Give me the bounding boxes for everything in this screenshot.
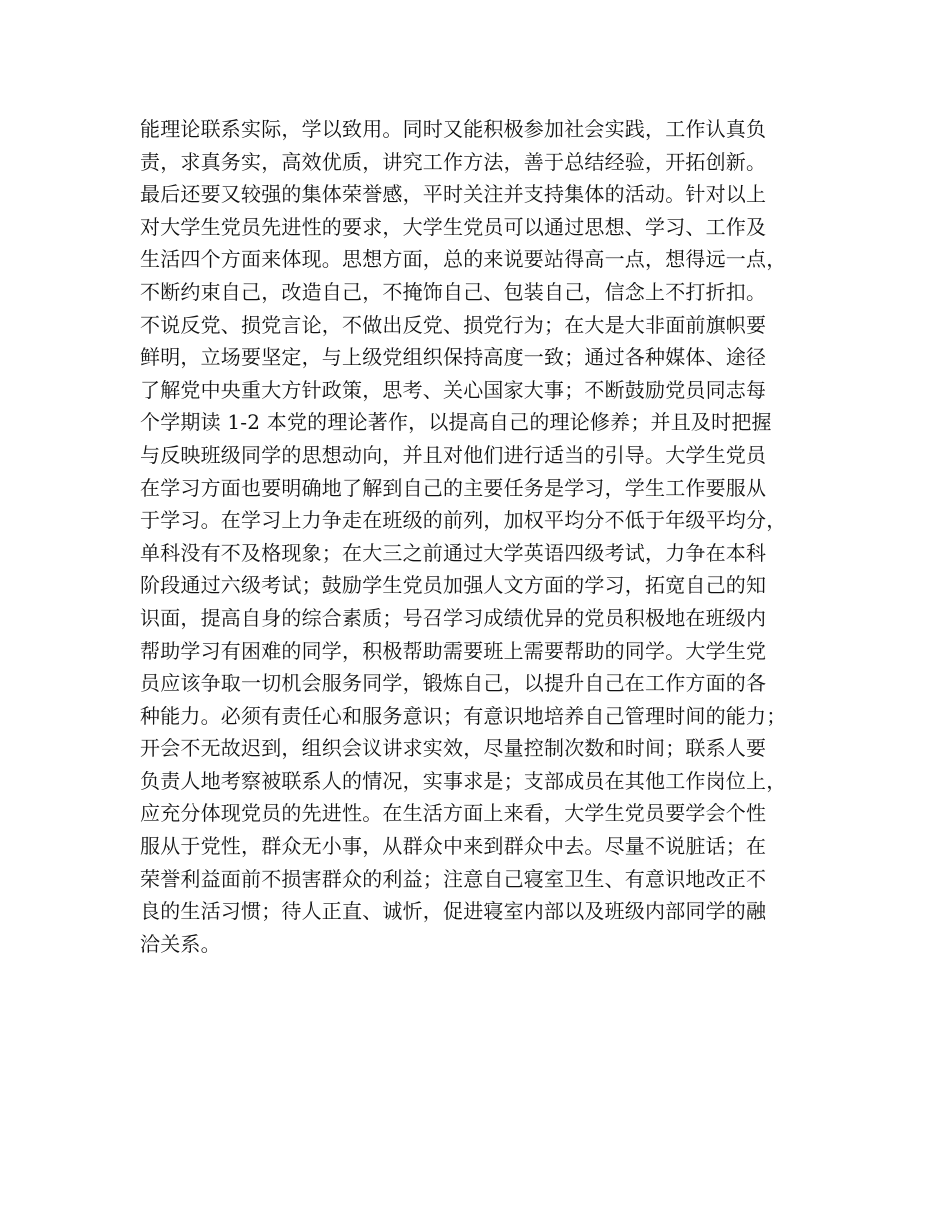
text-line: 个学期读 1-2 本党的理论著作，以提高自己的理论修养；并且及时把握 <box>140 410 772 435</box>
text-line: 生活四个方面来体现。思想方面，总的来说要站得高一点，想得远一点， <box>140 247 787 272</box>
text-line: 应充分体现党员的先进性。在生活方面上来看，大学生党员要学会个性 <box>140 801 767 826</box>
text-line: 最后还要又较强的集体荣誉感，平时关注并支持集体的活动。针对以上 <box>140 182 767 207</box>
text-line: 员应该争取一切机会服务同学，锻炼自己，以提升自己在工作方面的各 <box>140 671 767 696</box>
text-line: 能理论联系实际，学以致用。同时又能积极参加社会实践，工作认真负 <box>140 117 767 141</box>
text-line: 良的生活习惯；待人正直、诚忻，促进寝室内部以及班级内部同学的融 <box>140 899 767 924</box>
text-line: 了解党中央重大方针政策，思考、关心国家大事；不断鼓励党员同志每 <box>140 377 767 402</box>
text-line: 责，求真务实，高效优质，讲究工作方法，善于总结经验，开拓创新。 <box>140 149 767 174</box>
text-line: 服从于党性，群众无小事，从群众中来到群众中去。尽量不说脏话；在 <box>140 834 767 859</box>
text-line: 帮助学习有困难的同学，积极帮助需要班上需要帮助的同学。大学生党 <box>140 638 767 663</box>
text-line: 种能力。必须有责任心和服务意识；有意识地培养自己管理时间的能力； <box>140 703 787 728</box>
text-line: 开会不无故迟到，组织会议讲求实效，尽量控制次数和时间；联系人要 <box>140 736 767 761</box>
text-line: 于学习。在学习上力争走在班级的前列，加权平均分不低于年级平均分， <box>140 508 787 533</box>
text-line: 对大学生党员先进性的要求，大学生党员可以通过思想、学习、工作及 <box>140 214 767 239</box>
text-line: 负责人地考察被联系人的情况，实事求是；支部成员在其他工作岗位上， <box>140 768 787 793</box>
body-paragraph <box>140 113 840 960</box>
text-line: 在学习方面也要明确地了解到自己的主要任务是学习，学生工作要服从 <box>140 475 767 500</box>
text-line: 与反映班级同学的思想动向，并且对他们进行适当的引导。大学生党员 <box>140 442 767 467</box>
text-line: 阶段通过六级考试；鼓励学生党员加强人文方面的学习，拓宽自己的知 <box>140 573 767 598</box>
text-line: 不说反党、损党言论，不做出反党、损党行为；在大是大非面前旗帜要 <box>140 312 767 337</box>
text-line: 洽关系。 <box>140 931 221 956</box>
text-line: 不断约束自己，改造自己，不掩饰自己、包装自己，信念上不打折扣。 <box>140 279 767 304</box>
text-line: 鲜明，立场要坚定，与上级党组织保持高度一致；通过各种媒体、途径 <box>140 345 767 370</box>
text-line: 识面，提高自身的综合素质；号召学习成绩优异的党员积极地在班级内 <box>140 605 767 630</box>
text-line: 单科没有不及格现象；在大三之前通过大学英语四级考试，力争在本科 <box>140 540 767 565</box>
text-line: 荣誉利益面前不损害群众的利益；注意自己寝室卫生、有意识地改正不 <box>140 866 767 891</box>
